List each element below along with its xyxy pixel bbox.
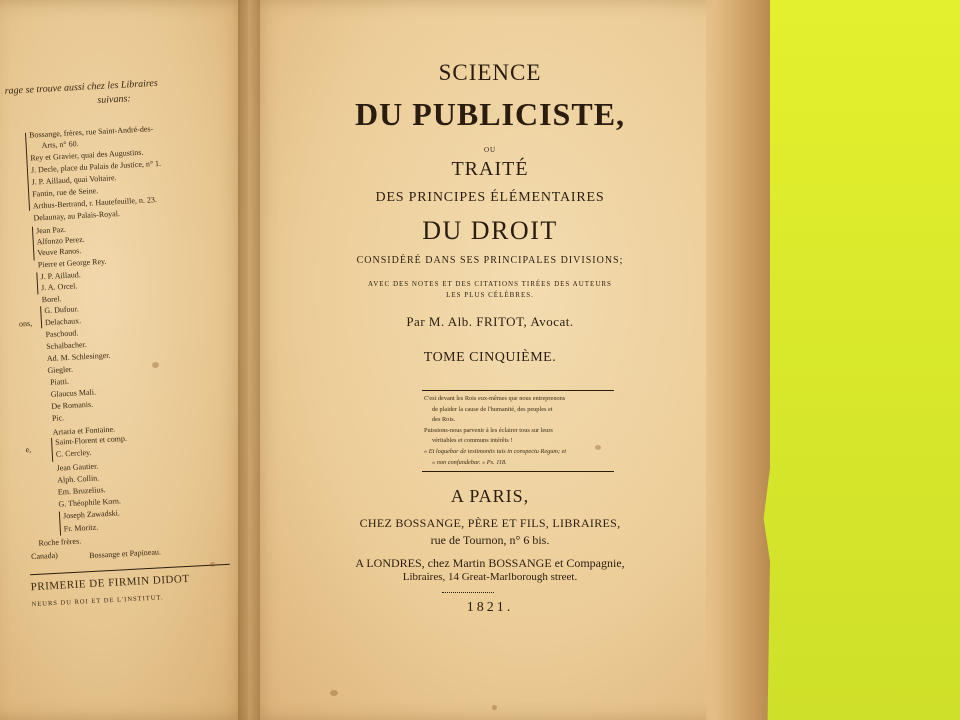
brace-geneve — [51, 438, 53, 462]
left-header-line2: suivans: — [97, 93, 131, 107]
epigraph-top-rule — [422, 390, 614, 391]
title-line1: SCIENCE — [438, 60, 542, 85]
bookseller: Saint-Florent et comp. — [54, 433, 128, 447]
foxing-spot — [595, 445, 601, 450]
brace-madrid — [32, 227, 35, 261]
bookseller: De Romanis. — [51, 399, 94, 411]
brace-lausanne — [40, 306, 42, 328]
epigraph-bottom-rule — [422, 471, 614, 472]
book-gutter — [238, 0, 260, 720]
epigraph-line: Puissions-nous parvenir à les éclairer tous sur leurs — [424, 426, 553, 434]
bookseller: Jean Paz. — [35, 224, 67, 236]
brace-varsovie — [59, 512, 61, 536]
foxing-spot — [492, 705, 497, 710]
margin-fragment: Canada) — [30, 550, 59, 562]
bookseller: Bossange, frères, rue Saint-André-des- — [28, 124, 154, 140]
left-page-text — [0, 0, 250, 719]
foxing-spot — [210, 562, 215, 567]
epigraph — [424, 394, 614, 468]
epigraph-line: « Et loquebar de testimoniis tuis in conspectu Regum; et — [424, 447, 567, 455]
margin-fragment: ons, — [18, 318, 33, 329]
margin-fragment: e, — [25, 444, 32, 455]
publisher-line: CHEZ BOSSANGE, PÈRE ET FILS, LIBRAIRES, — [359, 516, 621, 530]
london-address-line: Libraires, 14 Great-Marlborough street. — [402, 571, 578, 583]
bookseller: Fr. Moritz. — [63, 522, 99, 534]
imprint-line2: NEURS DU ROI ET DE L'INSTITUT. — [31, 594, 164, 609]
bookseller: Veuve Ranos. — [37, 246, 82, 258]
bookseller: J. A. Orcel. — [40, 281, 78, 293]
bookseller: Delachaux. — [44, 316, 82, 328]
title-traite: TRAITÉ — [451, 158, 529, 180]
bookseller: C. Cercley. — [55, 447, 92, 459]
subtitle-plus-celebres: LES PLUS CÉLÈBRES. — [446, 291, 534, 299]
bookseller: Alph. Collin. — [56, 473, 100, 485]
bookseller: J. P. Aillaud. — [40, 270, 81, 282]
bookseller: Alfonzo Perez. — [36, 234, 85, 247]
bookseller: Ad. M. Schlesinger. — [46, 350, 111, 364]
bookseller: Borel. — [41, 294, 62, 305]
epigraph-line: « non confundebar. » Ps. 118. — [432, 458, 507, 466]
subtitle-avec: AVEC DES NOTES ET DES CITATIONS TIRÉES DES AUTEURS — [368, 280, 612, 288]
title-line2: DU PUBLICISTE, — [354, 96, 626, 132]
epigraph-line: des Rois. — [432, 416, 456, 424]
bookseller: Joseph Zawadski. — [62, 508, 121, 521]
london-line: A LONDRES, chez Martin BOSSANGE et Compagnie, — [355, 556, 625, 570]
bookseller: Schalbacher. — [45, 339, 88, 352]
foxing-spot — [152, 362, 159, 368]
bookseller: Piatti. — [49, 376, 70, 387]
bookseller: Delaunay, au Palais-Royal. — [33, 209, 121, 223]
left-header-line1: rage se trouve aussi chez les Libraires — [4, 77, 159, 97]
volume-line: TOME CINQUIÈME. — [423, 350, 557, 365]
author-line: Par M. Alb. FRITOT, Avocat. — [406, 314, 574, 329]
bookseller: Pic. — [51, 413, 65, 423]
epigraph-line: véritables et communs intérêts ! — [432, 437, 513, 445]
bookseller: Fantin, rue de Seine. — [31, 186, 99, 199]
brace-lisbonne — [36, 272, 38, 294]
bookseller: G. Dufour. — [44, 304, 79, 316]
foxing-spot — [330, 690, 338, 696]
bookseller: J. P. Aillaud, quai Voltaire. — [31, 173, 117, 187]
address-line: rue de Tournon, n° 6 bis. — [430, 533, 550, 547]
bookseller: Glaucus Mali. — [50, 387, 97, 399]
bookseller: Arts, n° 60. — [41, 139, 79, 151]
imprint-rule — [30, 564, 230, 575]
bookseller: Roche frères. — [38, 536, 82, 548]
bookseller: G. Théophile Korn. — [58, 496, 122, 509]
epigraph-line: de plaider la cause de l'humanité, des peuples et — [432, 405, 553, 413]
publication-year: 1821. — [466, 600, 514, 615]
bookseller: J. Decle, place du Palais de Justice, n° 1. — [30, 158, 162, 175]
bookseller: Jean Gautier. — [56, 461, 99, 473]
year-ornament — [442, 592, 494, 593]
epigraph-line: C'est devant les Rois eux-mêmes que nous entreprenons — [424, 395, 566, 402]
bookseller: Em. Bruzelius. — [57, 485, 106, 497]
bookseller: Giegler. — [47, 364, 74, 376]
bookseller: Rey et Gravier, quai des Augustins. — [30, 147, 144, 163]
imprint-line1: PRIMERIE DE FIRMIN DIDOT — [30, 572, 190, 594]
bookseller: Pierre et George Rey. — [37, 256, 107, 270]
bookseller: Paschoud. — [45, 328, 79, 340]
title-ou: OU — [483, 146, 497, 154]
left-page — [0, 0, 250, 720]
bookseller: Artaria et Fontaine. — [52, 424, 116, 437]
title-principes: DES PRINCIPES ÉLÉMENTAIRES — [375, 190, 605, 205]
bookseller: Arthus-Bertrand, r. Hautefeuille, n. 23. — [32, 195, 158, 211]
subtitle-considere: CONSIDÉRÉ DANS SES PRINCIPALES DIVISIONS; — [356, 255, 624, 266]
bookseller: Bossange et Papineau. — [88, 547, 162, 561]
place-of-publication: A PARIS, — [450, 486, 530, 506]
title-droit: DU DROIT — [422, 216, 558, 245]
brace-paris — [25, 133, 30, 211]
